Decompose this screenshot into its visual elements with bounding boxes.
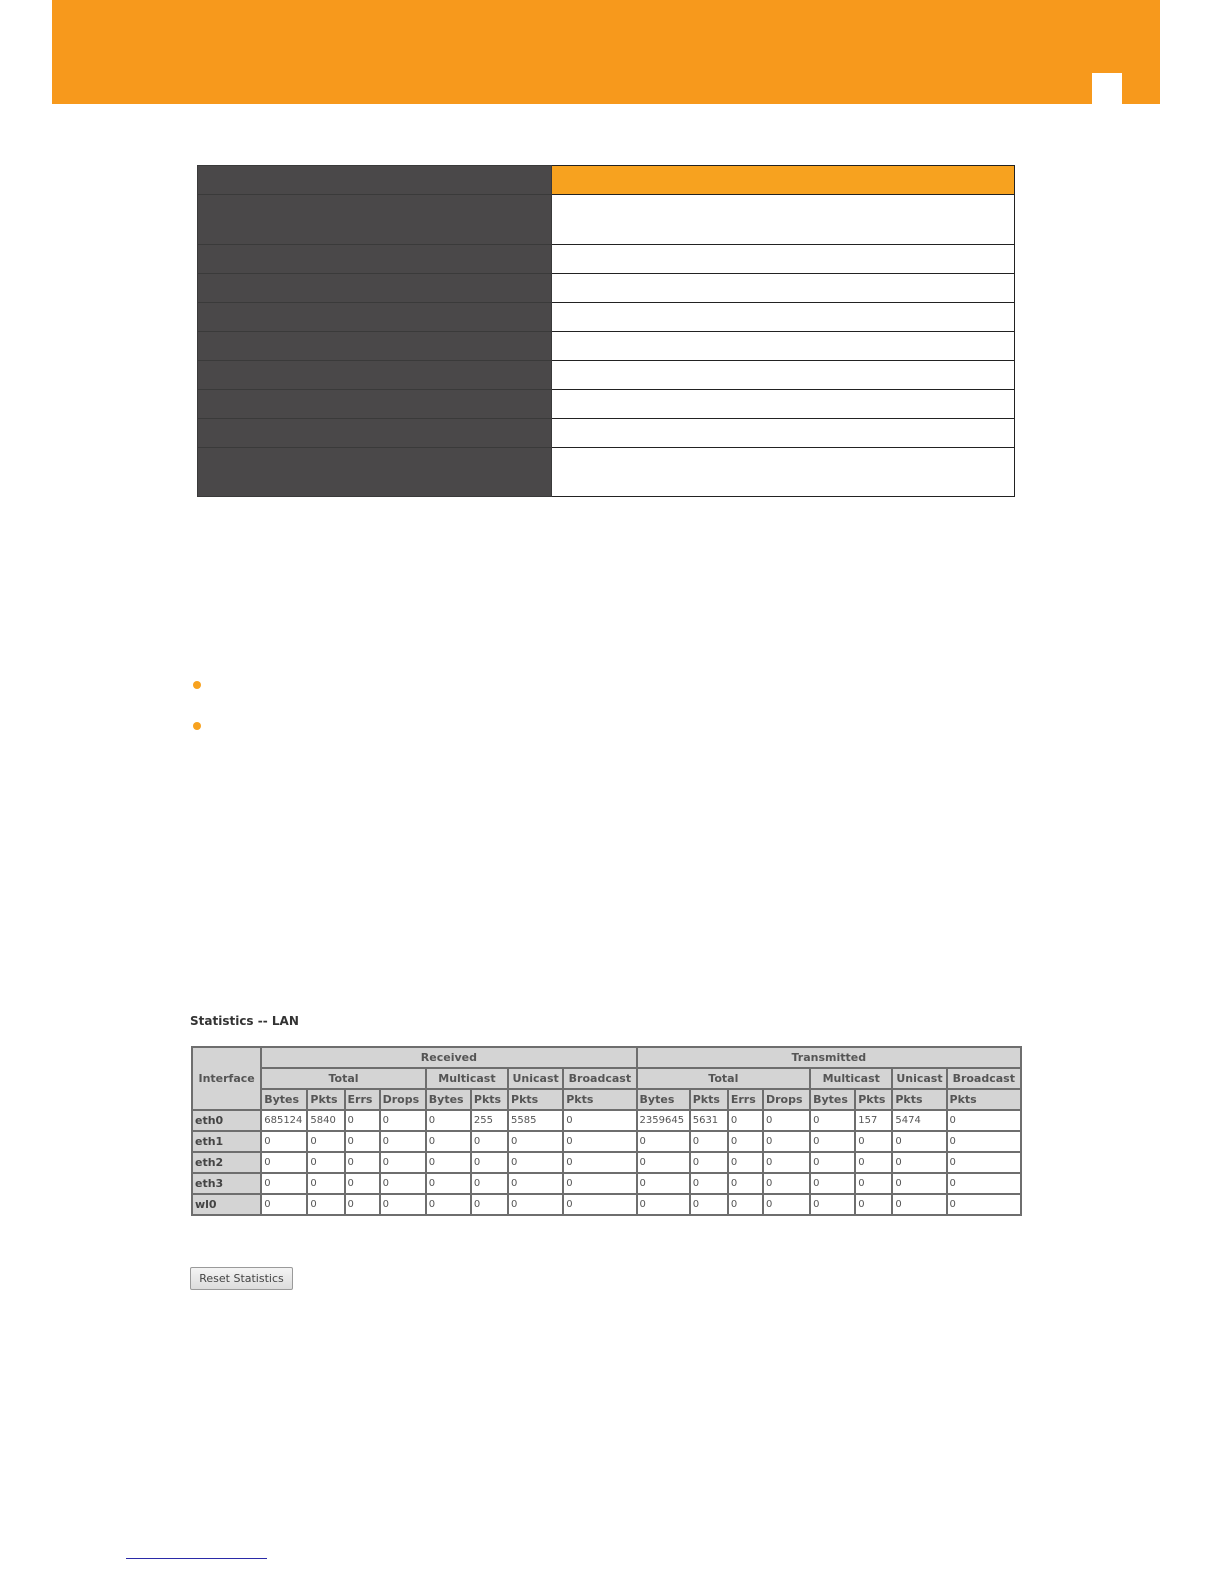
- info-value-cell: [552, 419, 1015, 448]
- stat-value: 0: [345, 1110, 380, 1131]
- stat-value: 0: [763, 1152, 810, 1173]
- stat-value: 0: [637, 1173, 690, 1194]
- stat-value: 0: [690, 1194, 728, 1215]
- rx-unicast-header: Unicast: [508, 1068, 563, 1089]
- info-table-row: [198, 361, 1015, 390]
- info-key-cell: [198, 390, 552, 419]
- info-table-row: [198, 419, 1015, 448]
- stat-value: 0: [728, 1194, 763, 1215]
- stats-table: [191, 1046, 1022, 1216]
- stat-value: 0: [426, 1152, 471, 1173]
- info-value-cell: [552, 245, 1015, 274]
- stat-value: 0: [810, 1194, 855, 1215]
- stat-value: 0: [261, 1131, 307, 1152]
- stat-value: 0: [763, 1131, 810, 1152]
- stat-value: 0: [563, 1131, 636, 1152]
- stat-value: 0: [380, 1194, 426, 1215]
- stat-value: 0: [947, 1152, 1021, 1173]
- stat-value: 5474: [892, 1110, 946, 1131]
- rx-errs-header: Errs: [345, 1089, 380, 1110]
- stat-value: 0: [307, 1152, 344, 1173]
- stat-value: 0: [947, 1110, 1021, 1131]
- rx-multicast-pkts-header: Pkts: [471, 1089, 508, 1110]
- info-value-cell: [552, 361, 1015, 390]
- info-table-row: [198, 274, 1015, 303]
- info-key-cell: [198, 448, 552, 497]
- stat-value: 0: [892, 1152, 946, 1173]
- stat-value: 0: [261, 1194, 307, 1215]
- rx-pkts-header: Pkts: [307, 1089, 344, 1110]
- stats-header-row-3: [192, 1089, 1021, 1110]
- info-table-row: [198, 390, 1015, 419]
- info-value-cell: [552, 195, 1015, 245]
- tx-broadcast-pkts-header: Pkts: [947, 1089, 1021, 1110]
- stats-header-row-2: [192, 1068, 1021, 1089]
- stat-value: 0: [728, 1173, 763, 1194]
- stat-value: 5631: [690, 1110, 728, 1131]
- rx-multicast-header: Multicast: [426, 1068, 508, 1089]
- stats-header-row-1: [192, 1047, 1021, 1068]
- stat-value: 0: [380, 1110, 426, 1131]
- info-key-cell: [198, 245, 552, 274]
- stat-value: 0: [307, 1194, 344, 1215]
- stat-value: 0: [471, 1194, 508, 1215]
- info-key-cell: [198, 274, 552, 303]
- rx-drops-header: Drops: [380, 1089, 426, 1110]
- stat-value: 0: [728, 1110, 763, 1131]
- stat-value: 0: [380, 1152, 426, 1173]
- info-table-row: [198, 448, 1015, 497]
- stat-value: 0: [563, 1194, 636, 1215]
- tx-unicast-pkts-header: Pkts: [892, 1089, 946, 1110]
- stat-value: 0: [508, 1194, 563, 1215]
- tx-multicast-pkts-header: Pkts: [855, 1089, 892, 1110]
- info-table-header-row: [198, 166, 1015, 195]
- stat-value: 0: [637, 1131, 690, 1152]
- info-value-cell: [552, 332, 1015, 361]
- tx-multicast-bytes-header: Bytes: [810, 1089, 855, 1110]
- stat-value: 0: [345, 1131, 380, 1152]
- interface-name: eth1: [192, 1131, 261, 1152]
- stat-value: 0: [345, 1152, 380, 1173]
- rx-broadcast-pkts-header: Pkts: [563, 1089, 636, 1110]
- rx-multicast-bytes-header: Bytes: [426, 1089, 471, 1110]
- reset-statistics-button[interactable]: Reset Statistics: [190, 1267, 293, 1290]
- stat-value: 0: [471, 1152, 508, 1173]
- stat-value: 685124: [261, 1110, 307, 1131]
- stat-value: 0: [563, 1152, 636, 1173]
- stat-value: 0: [637, 1194, 690, 1215]
- info-value-cell: [552, 448, 1015, 497]
- stat-value: 0: [947, 1131, 1021, 1152]
- table-row: [192, 1173, 1021, 1194]
- transmitted-header: Transmitted: [637, 1047, 1021, 1068]
- stat-value: 0: [763, 1110, 810, 1131]
- rx-total-header: Total: [261, 1068, 426, 1089]
- info-table-row: [198, 245, 1015, 274]
- stat-value: 0: [380, 1173, 426, 1194]
- info-table-row: [198, 332, 1015, 361]
- stat-value: 0: [345, 1194, 380, 1215]
- stat-value: 0: [810, 1110, 855, 1131]
- stat-value: 0: [508, 1131, 563, 1152]
- tx-errs-header: Errs: [728, 1089, 763, 1110]
- stat-value: 0: [855, 1131, 892, 1152]
- info-key-cell: [198, 166, 552, 195]
- rx-unicast-pkts-header: Pkts: [508, 1089, 563, 1110]
- header-band: [52, 0, 1160, 104]
- table-row: [192, 1152, 1021, 1173]
- table-row: [192, 1110, 1021, 1131]
- tx-pkts-header: Pkts: [690, 1089, 728, 1110]
- info-table-row: [198, 303, 1015, 332]
- stat-value: 0: [307, 1173, 344, 1194]
- tx-total-header: Total: [637, 1068, 811, 1089]
- bullet-icon: [193, 681, 201, 689]
- stat-value: 0: [261, 1152, 307, 1173]
- stat-value: 0: [690, 1173, 728, 1194]
- tx-multicast-header: Multicast: [810, 1068, 892, 1089]
- stat-value: 0: [855, 1194, 892, 1215]
- stat-value: 0: [563, 1110, 636, 1131]
- tx-bytes-header: Bytes: [637, 1089, 690, 1110]
- stat-value: 0: [855, 1173, 892, 1194]
- stat-value: 0: [426, 1173, 471, 1194]
- tx-broadcast-header: Broadcast: [947, 1068, 1021, 1089]
- stat-value: 0: [426, 1110, 471, 1131]
- info-table-row: [198, 195, 1015, 245]
- stat-value: 157: [855, 1110, 892, 1131]
- stat-value: 5585: [508, 1110, 563, 1131]
- rx-bytes-header: Bytes: [261, 1089, 307, 1110]
- stat-value: 255: [471, 1110, 508, 1131]
- stats-title: Statistics -- LAN: [190, 1014, 299, 1028]
- page-number-box: [1092, 73, 1122, 104]
- tx-unicast-header: Unicast: [892, 1068, 946, 1089]
- stat-value: 5840: [307, 1110, 344, 1131]
- stat-value: 0: [471, 1131, 508, 1152]
- info-key-cell: [198, 361, 552, 390]
- rx-broadcast-header: Broadcast: [563, 1068, 636, 1089]
- info-table: [197, 165, 1015, 497]
- stat-value: 0: [810, 1131, 855, 1152]
- stat-value: 0: [690, 1131, 728, 1152]
- stat-value: 0: [892, 1131, 946, 1152]
- stat-value: 0: [508, 1173, 563, 1194]
- interface-name: eth2: [192, 1152, 261, 1173]
- stat-value: 0: [426, 1194, 471, 1215]
- info-value-cell: [552, 303, 1015, 332]
- stat-value: 0: [810, 1173, 855, 1194]
- stat-value: 0: [471, 1173, 508, 1194]
- stat-value: 0: [307, 1131, 344, 1152]
- stat-value: 0: [508, 1152, 563, 1173]
- stat-value: 0: [763, 1194, 810, 1215]
- stat-value: 0: [855, 1152, 892, 1173]
- info-key-cell: [198, 195, 552, 245]
- stat-value: 0: [947, 1194, 1021, 1215]
- interface-name: wl0: [192, 1194, 261, 1215]
- info-key-cell: [198, 303, 552, 332]
- interface-header: Interface: [192, 1047, 261, 1110]
- bullet-icon: [193, 722, 201, 730]
- interface-name: eth0: [192, 1110, 261, 1131]
- info-value-cell: [552, 274, 1015, 303]
- received-header: Received: [261, 1047, 636, 1068]
- info-value-cell: [552, 166, 1015, 195]
- tx-drops-header: Drops: [763, 1089, 810, 1110]
- stat-value: 0: [892, 1173, 946, 1194]
- stat-value: 0: [637, 1152, 690, 1173]
- stat-value: 0: [380, 1131, 426, 1152]
- stat-value: 0: [563, 1173, 636, 1194]
- table-row: [192, 1194, 1021, 1215]
- stat-value: 0: [728, 1152, 763, 1173]
- interface-name: eth3: [192, 1173, 261, 1194]
- stat-value: 0: [426, 1131, 471, 1152]
- info-value-cell: [552, 390, 1015, 419]
- info-key-cell: [198, 332, 552, 361]
- info-key-cell: [198, 419, 552, 448]
- stat-value: 0: [690, 1152, 728, 1173]
- stat-value: 0: [947, 1173, 1021, 1194]
- stat-value: 0: [345, 1173, 380, 1194]
- stat-value: 2359645: [637, 1110, 690, 1131]
- stat-value: 0: [810, 1152, 855, 1173]
- stat-value: 0: [261, 1173, 307, 1194]
- table-row: [192, 1131, 1021, 1152]
- stat-value: 0: [728, 1131, 763, 1152]
- footer-link-underline: [126, 1558, 267, 1559]
- stat-value: 0: [892, 1194, 946, 1215]
- stat-value: 0: [763, 1173, 810, 1194]
